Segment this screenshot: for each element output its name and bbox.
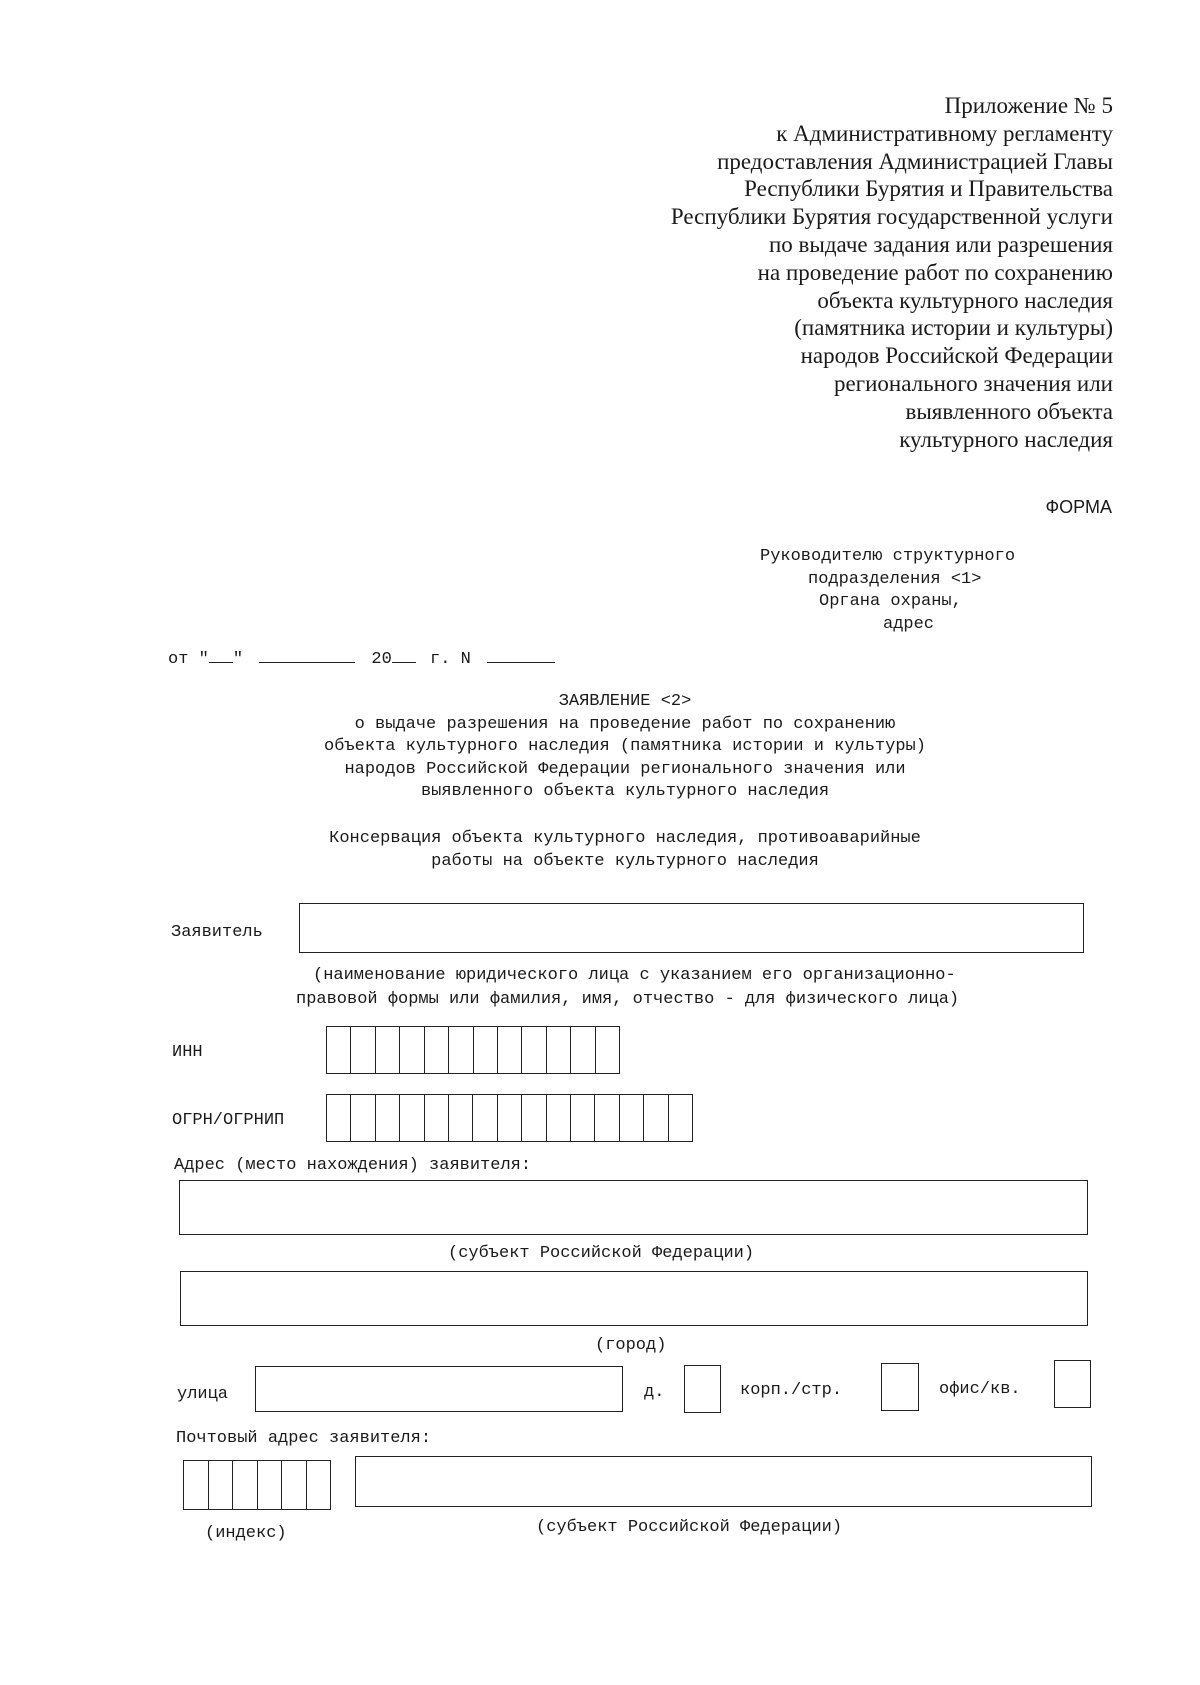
appendix-line: регионального значения или <box>833 370 1113 396</box>
house-input[interactable] <box>684 1365 721 1413</box>
building-input[interactable] <box>881 1363 919 1411</box>
digit-cell[interactable] <box>644 1095 668 1141</box>
digit-cell[interactable] <box>473 1095 497 1141</box>
applicant-hint: (наименование юридического лица с указанием его организационно- <box>313 966 956 985</box>
statement-line: народов Российской Федерации регионального значения или <box>344 759 906 779</box>
ogrn-cells[interactable] <box>326 1094 693 1142</box>
digit-cell[interactable] <box>351 1027 375 1073</box>
digit-cell[interactable] <box>327 1095 351 1141</box>
appendix-line: по выдаче задания или разрешения <box>768 231 1113 257</box>
addressee-line: подразделения <1> <box>808 569 982 589</box>
number-field[interactable] <box>487 648 555 663</box>
index-hint: (индекс) <box>205 1524 287 1543</box>
digit-cell[interactable] <box>282 1461 307 1509</box>
day-field[interactable] <box>209 648 233 663</box>
date-quote: " <box>232 650 244 669</box>
appendix-line: культурного наследия <box>899 426 1113 452</box>
appendix-line: Приложение № 5 <box>944 93 1113 118</box>
date-line <box>168 648 555 669</box>
digit-cell[interactable] <box>595 1095 619 1141</box>
city-input[interactable] <box>180 1271 1088 1326</box>
appendix-line: (памятника истории и культуры) <box>794 315 1113 341</box>
date-prefix: от " <box>168 650 209 669</box>
digit-cell[interactable] <box>376 1027 400 1073</box>
digit-cell[interactable] <box>449 1095 473 1141</box>
digit-cell[interactable] <box>596 1027 620 1073</box>
statement-subtitle <box>200 828 1050 873</box>
appendix-line: Республики Бурятия государственной услуги <box>670 204 1113 230</box>
postal-subject-hint: (субъект Российской Федерации) <box>536 1518 843 1537</box>
digit-cell[interactable] <box>522 1027 546 1073</box>
appendix-line: народов Российской Федерации <box>800 343 1113 369</box>
applicant-input[interactable] <box>299 903 1084 953</box>
statement-line: выявленного объекта культурного наследия <box>420 782 830 801</box>
form-label: ФОРМА <box>1045 497 1112 517</box>
subject-input[interactable] <box>179 1180 1088 1235</box>
subtitle-line: работы на объекте культурного наследия <box>431 851 819 871</box>
addressee-line: адрес <box>883 614 935 634</box>
subject-hint: (субъект Российской Федерации) <box>448 1244 755 1263</box>
inn-label: ИНН <box>172 1043 203 1062</box>
digit-cell[interactable] <box>669 1095 693 1141</box>
applicant-label: Заявитель <box>171 923 263 942</box>
statement-line: о выдаче разрешения на проведение работ по сохранению <box>354 714 896 734</box>
addressee-block <box>760 546 1150 636</box>
number-label: г. N <box>430 650 471 669</box>
digit-cell[interactable] <box>571 1027 595 1073</box>
appendix-line: Республики Бурятия и Правительства <box>744 176 1113 202</box>
year-prefix: 20 <box>371 650 392 669</box>
statement-block <box>200 691 1050 804</box>
appendix-line: объекта культурного наследия <box>817 287 1113 313</box>
digit-cell[interactable] <box>376 1095 400 1141</box>
digit-cell[interactable] <box>400 1095 424 1141</box>
month-field[interactable] <box>259 648 355 663</box>
digit-cell[interactable] <box>547 1027 571 1073</box>
house-label: д. <box>644 1383 665 1402</box>
office-input[interactable] <box>1054 1360 1091 1408</box>
appendix-header <box>553 92 1113 453</box>
street-label: улица <box>177 1385 229 1404</box>
appendix-line: выявленного объекта <box>905 398 1113 424</box>
address-label: Адрес (место нахождения) заявителя: <box>174 1156 532 1175</box>
digit-cell[interactable] <box>449 1027 473 1073</box>
building-label: корп./стр. <box>740 1381 843 1400</box>
subtitle-line: Консервация объекта культурного наследия, противоаварийные <box>329 829 921 848</box>
postal-label: Почтовый адрес заявителя: <box>176 1429 432 1448</box>
digit-cell[interactable] <box>547 1095 571 1141</box>
appendix-line: на проведение работ по сохранению <box>757 259 1113 285</box>
index-cells[interactable] <box>183 1460 331 1510</box>
street-input[interactable] <box>255 1366 623 1412</box>
postal-subject-input[interactable] <box>355 1456 1092 1507</box>
appendix-line: предоставления Администрацией Главы <box>717 148 1113 174</box>
office-label: офис/кв. <box>939 1380 1021 1399</box>
digit-cell[interactable] <box>258 1461 283 1509</box>
digit-cell[interactable] <box>425 1027 449 1073</box>
appendix-line: к Административному регламенту <box>776 120 1113 146</box>
digit-cell[interactable] <box>307 1461 332 1509</box>
digit-cell[interactable] <box>209 1461 234 1509</box>
addressee-line: Руководителю структурного <box>760 547 1016 566</box>
digit-cell[interactable] <box>498 1027 522 1073</box>
inn-cells[interactable] <box>326 1026 620 1074</box>
digit-cell[interactable] <box>522 1095 546 1141</box>
digit-cell[interactable] <box>425 1095 449 1141</box>
city-hint: (город) <box>595 1336 667 1355</box>
statement-title: ЗАЯВЛЕНИЕ <2> <box>558 692 692 711</box>
digit-cell[interactable] <box>474 1027 498 1073</box>
digit-cell[interactable] <box>351 1095 375 1141</box>
applicant-hint: правовой формы или фамилия, имя, отчество - для физического лица) <box>296 990 960 1009</box>
addressee-line: Органа охраны, <box>819 592 962 611</box>
digit-cell[interactable] <box>400 1027 424 1073</box>
digit-cell[interactable] <box>233 1461 258 1509</box>
digit-cell[interactable] <box>498 1095 522 1141</box>
year-field[interactable] <box>392 648 416 663</box>
digit-cell[interactable] <box>620 1095 644 1141</box>
statement-line: объекта культурного наследия (памятника истории и культуры) <box>324 737 926 756</box>
digit-cell[interactable] <box>571 1095 595 1141</box>
digit-cell[interactable] <box>327 1027 351 1073</box>
ogrn-label: ОГРН/ОГРНИП <box>172 1111 285 1130</box>
digit-cell[interactable] <box>184 1461 209 1509</box>
